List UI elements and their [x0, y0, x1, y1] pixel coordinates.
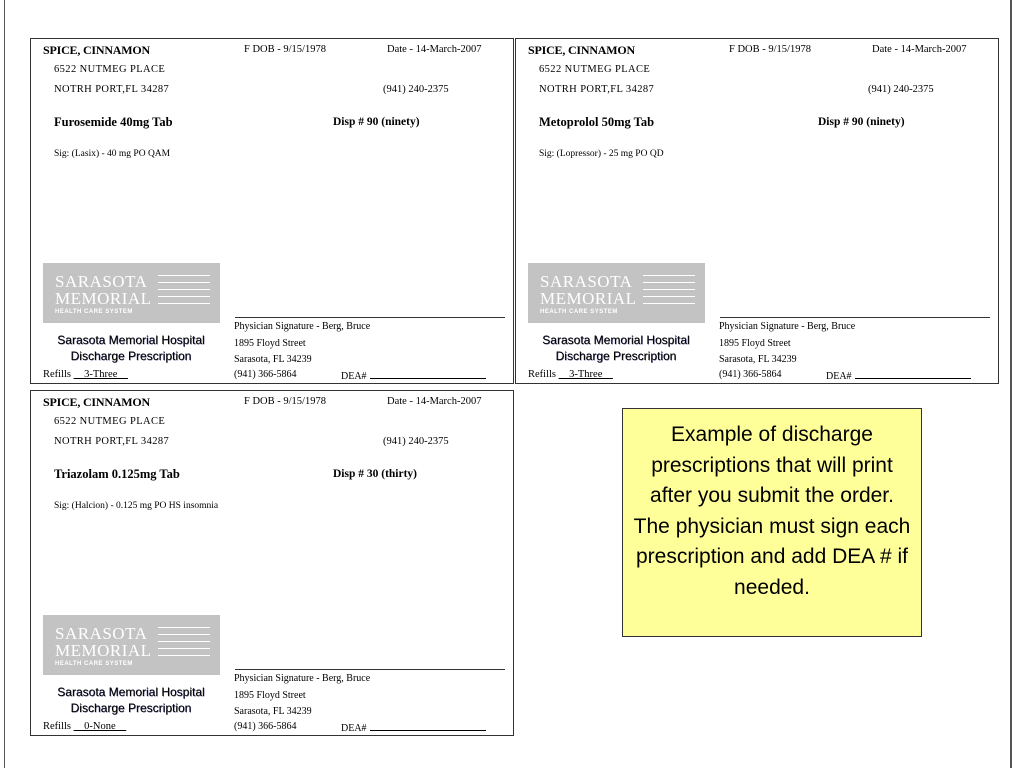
form-title: Discharge Prescription [70, 349, 192, 363]
drug-name: Furosemide 40mg Tab [54, 115, 173, 129]
form-title: Discharge Prescription [555, 349, 677, 363]
dispense-quantity: Disp # 30 (thirty) [333, 468, 418, 480]
patient-sex-dob: F DOB - 9/15/1978 [729, 44, 811, 55]
refills [43, 369, 128, 380]
logo-stripe [158, 648, 210, 649]
dea-blank[interactable] [370, 721, 486, 731]
patient-sex-dob: F DOB - 9/15/1978 [244, 44, 326, 55]
logo-line1: SARASOTA [540, 272, 633, 291]
dispense-quantity: Disp # 90 (ninety) [333, 116, 420, 128]
patient-phone: (941) 240-2375 [383, 84, 449, 95]
left-border [4, 0, 5, 768]
dea-field[interactable] [826, 369, 971, 382]
sarasota-memorial-logo [43, 615, 220, 675]
refills-value: __0-None__ [73, 721, 127, 732]
physician-city: Sarasota, FL 34239 [719, 354, 797, 365]
patient-address-line1: 6522 NUTMEG PLACE [54, 64, 166, 75]
dea-field[interactable] [341, 721, 486, 734]
logo-line1: SARASOTA [55, 624, 148, 643]
logo-stripe [158, 655, 210, 656]
physician-street: 1895 Floyd Street [234, 690, 306, 701]
drug-name: Triazolam 0.125mg Tab [54, 467, 180, 481]
patient-sex-dob: F DOB - 9/15/1978 [244, 396, 326, 407]
prescription-card-triazolam [30, 390, 514, 736]
logo-stripe [643, 275, 695, 276]
refills-value: __3-Three__ [73, 369, 128, 380]
dea-label: DEA# [826, 371, 852, 382]
physician-city: Sarasota, FL 34239 [234, 706, 312, 717]
refills-label: Refills [43, 721, 71, 732]
logo-line1: SARASOTA [55, 272, 148, 291]
dea-label: DEA# [341, 723, 367, 734]
sig-instructions: Sig: (Lasix) - 40 mg PO QAM [54, 149, 171, 159]
dea-blank[interactable] [370, 369, 486, 379]
explanation-note: Example of discharge prescriptions that will print after you submit the order. The physician must sign each prescription and add DEA # if needed. [622, 408, 922, 637]
physician-street: 1895 Floyd Street [719, 338, 791, 349]
patient-phone: (941) 240-2375 [383, 436, 449, 447]
physician-phone: (941) 366-5864 [234, 369, 297, 380]
logo-stripe [158, 634, 210, 635]
prescription-card-furosemide [30, 38, 514, 384]
patient-address-line2: NOTRH PORT,FL 34287 [54, 436, 170, 447]
form-title: Discharge Prescription [70, 701, 192, 715]
physician-street: 1895 Floyd Street [234, 338, 306, 349]
sig-instructions: Sig: (Lopressor) - 25 mg PO QD [539, 149, 664, 159]
hospital-name: Sarasota Memorial Hospital [542, 333, 690, 347]
hospital-name: Sarasota Memorial Hospital [57, 685, 205, 699]
physician-signature: Physician Signature - Berg, Bruce [234, 321, 371, 332]
logo-line3: HEALTH CARE SYSTEM [55, 309, 133, 315]
logo-stripe [158, 296, 210, 297]
signature-line[interactable] [235, 669, 505, 670]
patient-name: SPICE, CINNAMON [528, 43, 636, 57]
logo-stripe [158, 289, 210, 290]
logo-stripe [158, 303, 210, 304]
patient-address-line1: 6522 NUTMEG PLACE [54, 416, 166, 427]
patient-address-line1: 6522 NUTMEG PLACE [539, 64, 651, 75]
refills [528, 369, 613, 380]
logo-line2: MEMORIAL [540, 289, 637, 308]
logo-line2: MEMORIAL [55, 641, 152, 660]
dispense-quantity: Disp # 90 (ninety) [818, 116, 905, 128]
physician-signature: Physician Signature - Berg, Bruce [719, 321, 856, 332]
patient-name: SPICE, CINNAMON [43, 395, 151, 409]
hospital-name: Sarasota Memorial Hospital [57, 333, 205, 347]
prescription-card-metoprolol [515, 38, 999, 384]
sarasota-memorial-logo [528, 263, 705, 323]
refills-label: Refills [528, 369, 556, 380]
logo-stripe [158, 275, 210, 276]
logo-line3: HEALTH CARE SYSTEM [55, 661, 133, 667]
right-border [1010, 0, 1012, 768]
physician-signature: Physician Signature - Berg, Bruce [234, 673, 371, 684]
refills [43, 721, 126, 732]
logo-line2: MEMORIAL [55, 289, 152, 308]
patient-address-line2: NOTRH PORT,FL 34287 [539, 84, 655, 95]
sig-instructions: Sig: (Halcion) - 0.125 mg PO HS insomnia [54, 501, 219, 511]
dea-label: DEA# [341, 371, 367, 382]
logo-line3: HEALTH CARE SYSTEM [540, 309, 618, 315]
patient-phone: (941) 240-2375 [868, 84, 934, 95]
logo-stripe [643, 282, 695, 283]
logo-stripe [643, 296, 695, 297]
physician-city: Sarasota, FL 34239 [234, 354, 312, 365]
signature-line[interactable] [235, 317, 505, 318]
logo-stripe [643, 289, 695, 290]
refills-value: __3-Three__ [558, 369, 613, 380]
logo-stripe [158, 641, 210, 642]
dea-blank[interactable] [855, 369, 971, 379]
patient-address-line2: NOTRH PORT,FL 34287 [54, 84, 170, 95]
logo-stripe [158, 282, 210, 283]
patient-name: SPICE, CINNAMON [43, 43, 151, 57]
logo-stripe [158, 627, 210, 628]
physician-phone: (941) 366-5864 [719, 369, 782, 380]
prescription-date: Date - 14-March-2007 [387, 44, 482, 55]
prescription-date: Date - 14-March-2007 [872, 44, 967, 55]
sarasota-memorial-logo [43, 263, 220, 323]
signature-line[interactable] [720, 317, 990, 318]
logo-stripe [643, 303, 695, 304]
refills-label: Refills [43, 369, 71, 380]
prescription-date: Date - 14-March-2007 [387, 396, 482, 407]
drug-name: Metoprolol 50mg Tab [539, 115, 655, 129]
physician-phone: (941) 366-5864 [234, 721, 297, 732]
dea-field[interactable] [341, 369, 486, 382]
